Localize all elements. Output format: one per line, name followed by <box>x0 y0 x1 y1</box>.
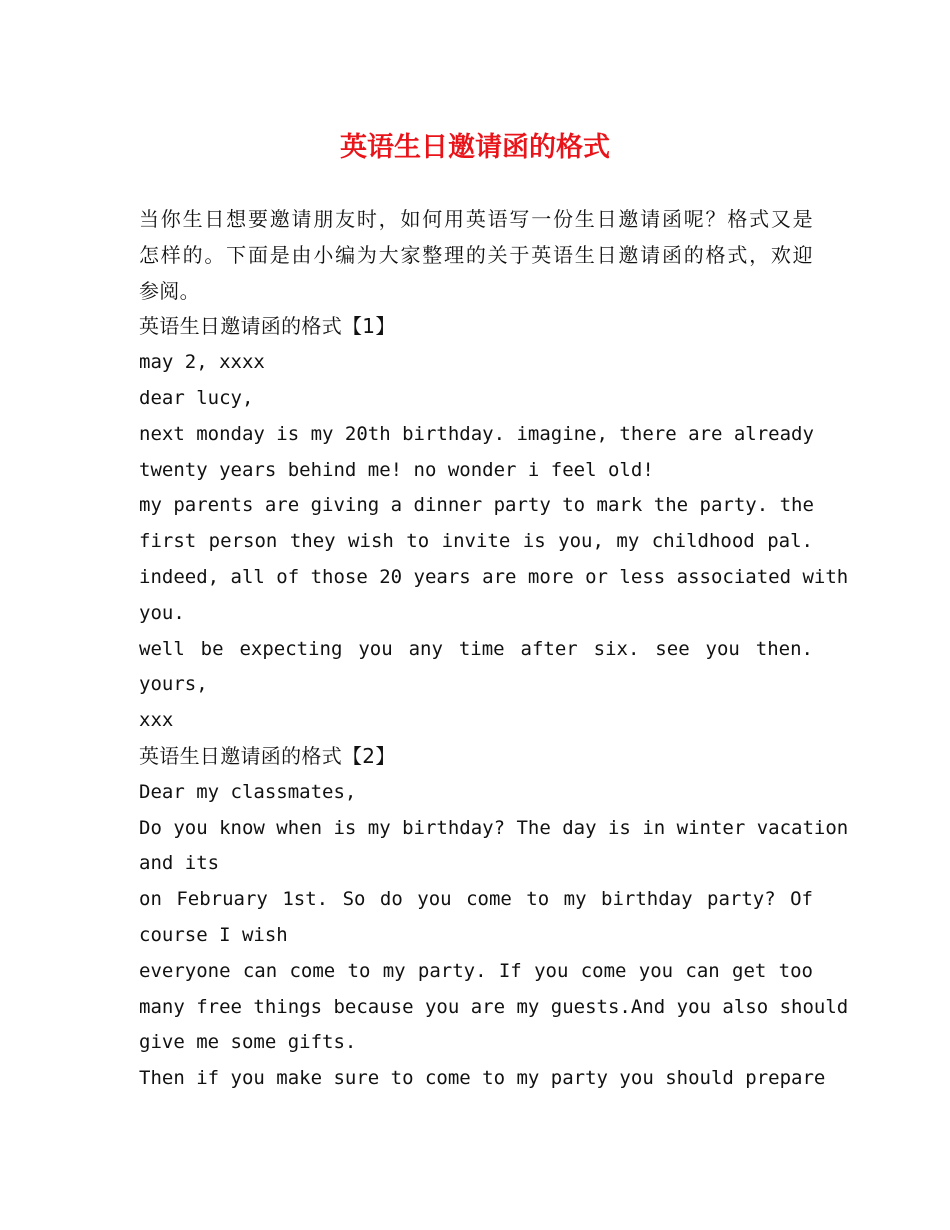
text-line: everyone can come to my party. If you come you can get too <box>139 959 813 982</box>
text-line: 英语生日邀请函的格式【2】 <box>139 743 396 768</box>
text-line: may 2, xxxx <box>139 351 265 374</box>
text-line: Then if you make sure to come to my party you should prepare <box>139 1067 826 1090</box>
text-line: course I wish <box>139 923 288 946</box>
text-line: Dear my classmates, <box>139 780 357 803</box>
text-line: on February 1st. So do you come to my birthday party? Of <box>139 888 813 911</box>
text-line: many free things because you are my guests.And you also should <box>139 995 849 1018</box>
text-line: 当你生日想要邀请朋友时，如何用英语写一份生日邀请函呢？格式又是 <box>139 207 813 231</box>
document-title: 英语生日邀请函的格式 <box>340 132 610 163</box>
text-line: twenty years behind me! no wonder i feel old! <box>139 458 654 481</box>
text-line: Do you know when is my birthday? The day is in winter vacation <box>139 816 849 839</box>
text-line: yours, <box>139 673 208 696</box>
text-line: give me some gifts. <box>139 1031 357 1054</box>
text-line: 参阅。 <box>139 278 200 303</box>
text-line: dear lucy, <box>139 386 254 409</box>
text-line: 英语生日邀请函的格式【1】 <box>139 314 396 339</box>
text-line: first person they wish to invite is you, my childhood pal. <box>139 530 813 553</box>
text-line: well be expecting you any time after six. see you then. <box>139 637 813 660</box>
text-line: indeed, all of those 20 years are more or less associated with <box>139 565 849 588</box>
text-line: 怎样的。下面是由小编为大家整理的关于英语生日邀请函的格式，欢迎 <box>139 242 813 267</box>
text-line: xxx <box>139 709 174 732</box>
text-line: and its <box>139 852 220 875</box>
text-line: next monday is my 20th birthday. imagine, there are already <box>139 422 814 445</box>
document-body <box>139 202 849 1097</box>
text-line: my parents are giving a dinner party to mark the party. the <box>139 494 814 517</box>
text-line: you. <box>139 601 185 624</box>
